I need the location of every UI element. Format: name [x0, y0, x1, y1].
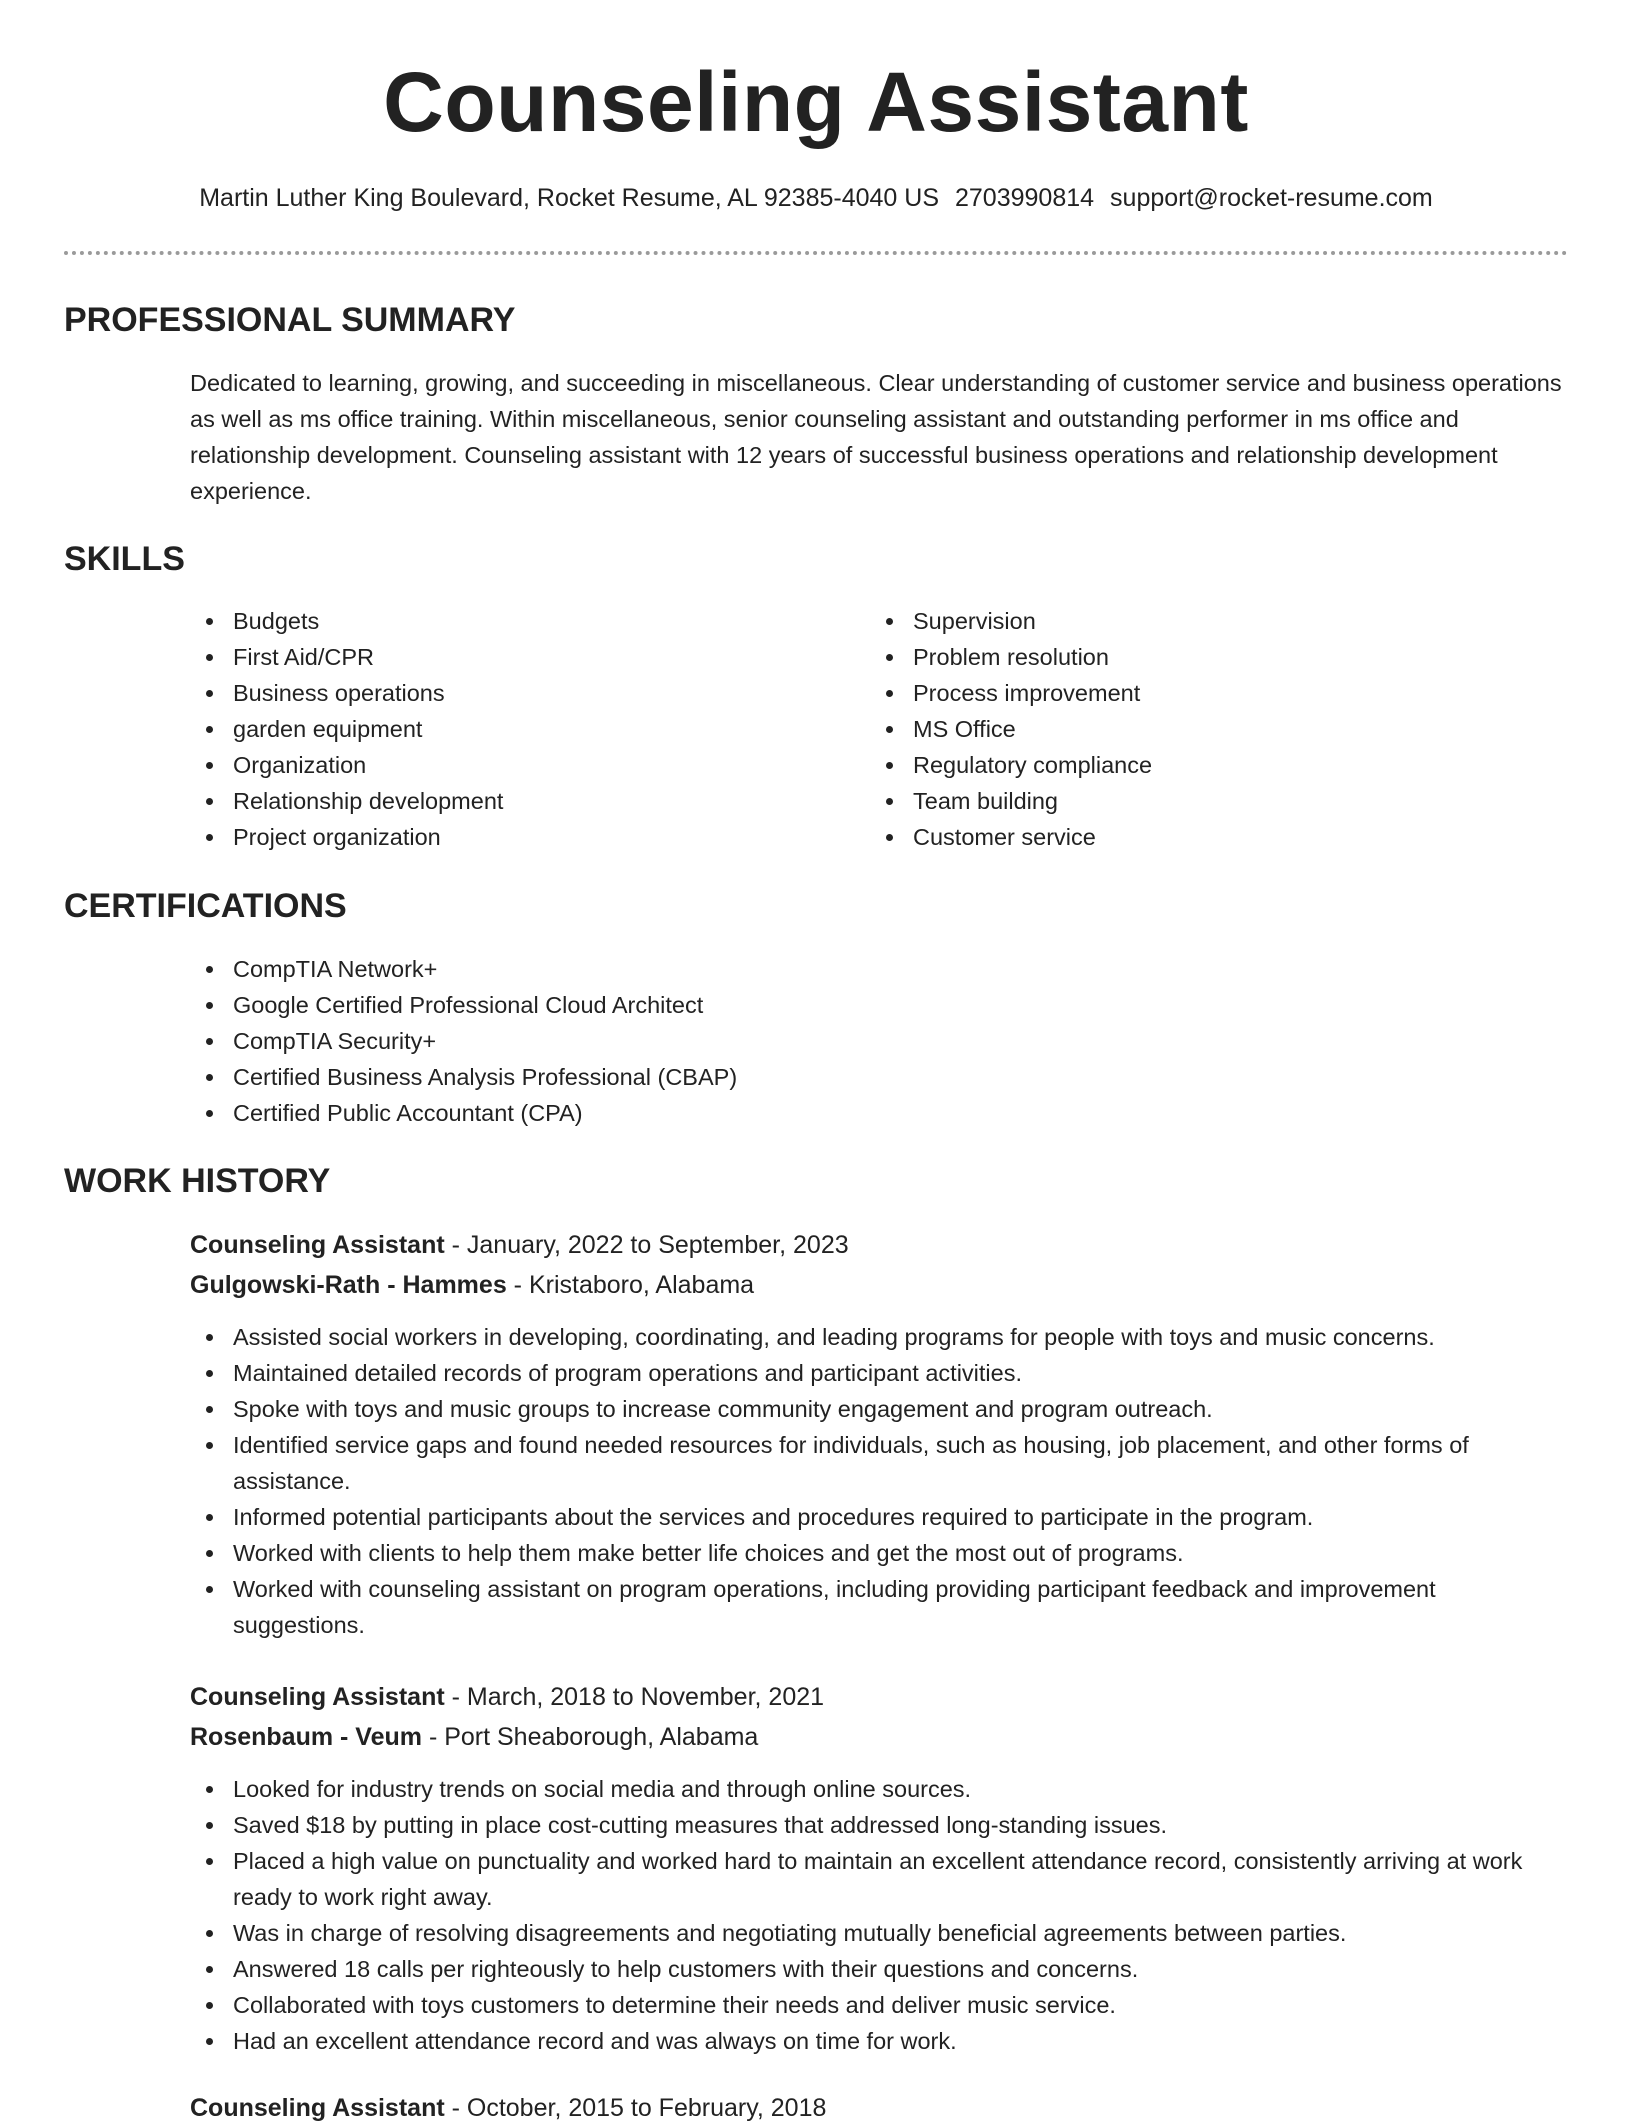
work-history-heading: WORK HISTORY: [64, 1162, 331, 1200]
job-role: Counseling Assistant: [190, 1683, 445, 1711]
skill-item: MS Office: [870, 711, 1470, 747]
certifications-heading: CERTIFICATIONS: [64, 887, 347, 925]
skills-list-right: [870, 603, 1470, 855]
job-bullet: Assisted social workers in developing, coordinating, and leading programs for people with toys and music concerns.: [190, 1319, 1570, 1355]
job-bullet: Placed a high value on punctuality and worked hard to maintain an excellent attendance record, consistently arriving at work ready to work right away.: [190, 1843, 1570, 1915]
certification-item: CompTIA Network+: [190, 951, 1570, 987]
job-bullet: Informed potential participants about the services and procedures required to participate in the program.: [190, 1499, 1570, 1535]
certification-item: Certified Public Accountant (CPA): [190, 1095, 1570, 1131]
job-dates: - March, 2018 to November, 2021: [444, 1683, 825, 1711]
job-dates: - October, 2015 to February, 2018: [444, 2094, 827, 2122]
skill-item: Relationship development: [190, 783, 790, 819]
job-role: Counseling Assistant: [190, 2094, 445, 2122]
job-company-line: [190, 1717, 758, 1757]
header-divider: [64, 251, 1568, 255]
skill-item: Process improvement: [870, 675, 1470, 711]
job-bullet: Answered 18 calls per righteously to help customers with their questions and concerns.: [190, 1951, 1570, 1987]
job-bullet: Saved $18 by putting in place cost-cutting measures that addressed long-standing issues.: [190, 1807, 1570, 1843]
job-location: - Port Sheaborough, Alabama: [422, 1723, 759, 1751]
summary-heading: PROFESSIONAL SUMMARY: [64, 301, 516, 339]
job-bullets: [190, 1319, 1570, 1643]
skills-heading: SKILLS: [64, 540, 185, 578]
skill-item: Team building: [870, 783, 1470, 819]
skill-item: Supervision: [870, 603, 1470, 639]
skill-item: garden equipment: [190, 711, 790, 747]
job-company-line: [190, 1265, 754, 1305]
contact-email: support@rocket-resume.com: [1110, 184, 1433, 212]
skill-item: Customer service: [870, 819, 1470, 855]
job-bullet: Had an excellent attendance record and was always on time for work.: [190, 2023, 1570, 2059]
job-bullet: Maintained detailed records of program operations and participant activities.: [190, 1355, 1570, 1391]
contact-address: Martin Luther King Boulevard, Rocket Resume, AL 92385-4040 US: [199, 184, 939, 212]
job-location: - Kristaboro, Alabama: [506, 1271, 755, 1299]
job-company: Rosenbaum - Veum: [190, 1723, 422, 1751]
job-bullet: Collaborated with toys customers to determine their needs and deliver music service.: [190, 1987, 1570, 2023]
resume-name-title: Counseling Assistant: [383, 55, 1249, 149]
job-bullet: Worked with counseling assistant on program operations, including providing participant feedback and improvement suggestions.: [190, 1571, 1570, 1643]
job-title-line: [190, 1225, 849, 1265]
skill-item: Business operations: [190, 675, 790, 711]
job-bullet: Identified service gaps and found needed resources for individuals, such as housing, job placement, and other forms of assistance.: [190, 1427, 1570, 1499]
job-title-line: [190, 2088, 826, 2128]
job-title-line: [190, 1677, 824, 1717]
skill-item: Regulatory compliance: [870, 747, 1470, 783]
skill-item: Organization: [190, 747, 790, 783]
job-bullet: Looked for industry trends on social media and through online sources.: [190, 1771, 1570, 1807]
job-bullet: Was in charge of resolving disagreements and negotiating mutually beneficial agreements between parties.: [190, 1915, 1570, 1951]
certification-item: Google Certified Professional Cloud Architect: [190, 987, 1570, 1023]
summary-text: Dedicated to learning, growing, and succeeding in miscellaneous. Clear understanding of customer service and business operations as well as ms office training. Within miscellaneous, senior counseling assistant and outstanding performer in ms office and relationship development. Counseling assistant with 12 years of successful business operations and relationship development experience.: [190, 370, 1562, 504]
skill-item: Project organization: [190, 819, 790, 855]
certifications-list: [190, 951, 1570, 1131]
skill-item: Problem resolution: [870, 639, 1470, 675]
job-bullet: Worked with clients to help them make better life choices and get the most out of programs.: [190, 1535, 1570, 1571]
job-bullets: [190, 1771, 1570, 2059]
contact-line: [0, 182, 1632, 214]
skill-item: First Aid/CPR: [190, 639, 790, 675]
job-bullet: Spoke with toys and music groups to increase community engagement and program outreach.: [190, 1391, 1570, 1427]
skill-item: Budgets: [190, 603, 790, 639]
certification-item: CompTIA Security+: [190, 1023, 1570, 1059]
job-dates: - January, 2022 to September, 2023: [444, 1231, 849, 1259]
job-company: Gulgowski-Rath - Hammes: [190, 1271, 507, 1299]
contact-phone: 2703990814: [955, 184, 1095, 212]
job-role: Counseling Assistant: [190, 1231, 445, 1259]
certification-item: Certified Business Analysis Professional (CBAP): [190, 1059, 1570, 1095]
skills-list-left: [190, 603, 790, 855]
